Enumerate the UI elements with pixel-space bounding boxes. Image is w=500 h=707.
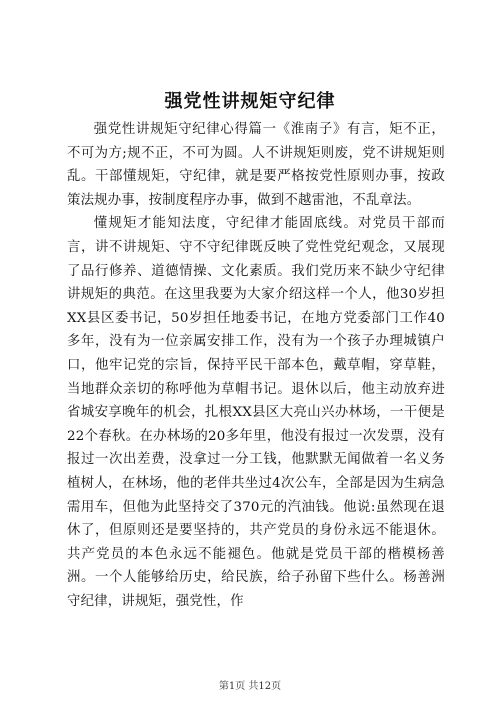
paragraph: 懂规矩才能知法度，守纪律才能固底线。对党员干部而言，讲不讲规矩、守不守纪律既反映了党性党纪观念，又展现了品行修养、道德情操、文化素质。我们党历来不缺少守纪律讲规矩的典范。在这里我要为大家介绍这样一个人，他30岁担XX县区委书记，50岁担任地委书记，在地方党委部门工作40多年，没有为一位亲属安排工作，没有为一个孩子办理城镇户口，他牢记党的宗旨，保持平民干部本色，戴草帽，穿草鞋，当地群众亲切的称呼他为草帽书记。退休以后，他主动放弃进省城安享晚年的机会，扎根XX县区大亮山兴办林场，一干便是22个春秋。在办林场的20多年里，他没有报过一次发票，没有报过一次出差费，没拿过一分工钱，他默默无闻做着一名义务植树人，在林场，他的老伴共坐过4次公车，全部是因为生病急需用车，但他为此坚持交了370元的汽油钱。他说:虽然现在退休了，但原则还是要坚持的，共产党员的身份永远不能退休。共产党员的本色永远不能褪色。他就是党员干部的楷模杨善洲。一个人能够给历史，给民族，给子孙留下些什么。杨善洲守纪律，讲规矩，强党性，作 [67, 216, 445, 609]
document-body [67, 118, 445, 613]
page-number-footer: 第1页 共12页 [218, 681, 282, 692]
paragraph: 强党性讲规矩守纪律心得篇一《淮南子》有言，矩不正，不可为方;规不正，不可为圆。人不讲规矩则废，党不讲规矩则乱。干部懂规矩，守纪律，就是要严格按党性原则办事，按政策法规办事，按制度程序办事，做到不越雷池，不乱章法。 [67, 122, 445, 208]
document-title: 强党性讲规矩守纪律 [164, 91, 336, 112]
